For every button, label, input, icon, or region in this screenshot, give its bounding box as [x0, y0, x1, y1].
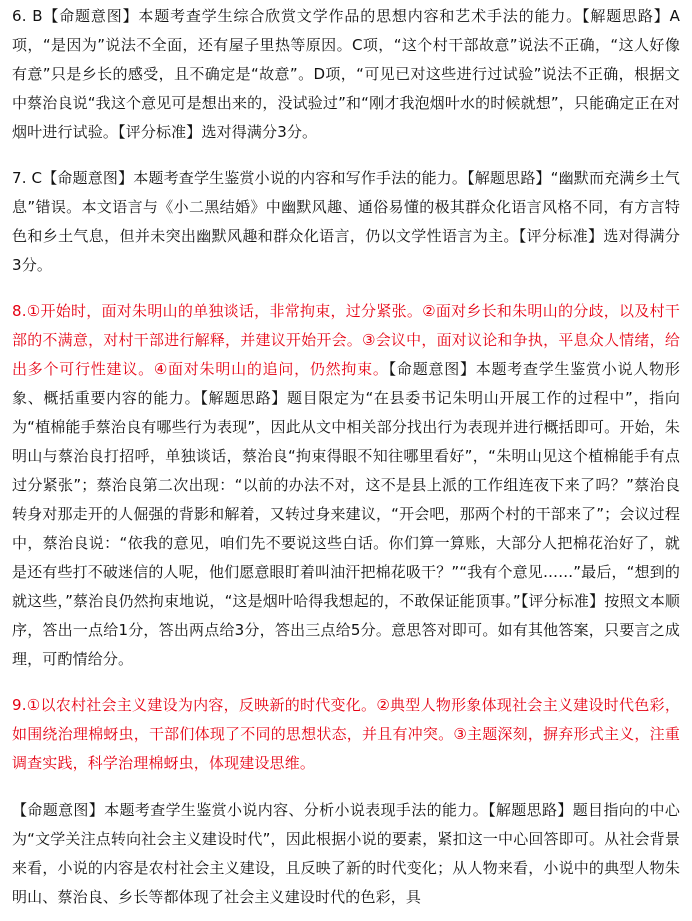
question-7-explanation: 7. C【命题意图】本题考查学生鉴赏小说的内容和写作手法的能力。【解题思路】“幽默而充满乡土气息”错误。本文语言与《小二黑结婚》中幽默风趣、通俗易懂的极其群众化语言风格不同，有方言特色和乡土气息，但并未突出幽默风趣和群众化语言，仍以文学性语言为主。【评分标准】选对得满分3分。 [12, 169, 680, 274]
question-9-answer [12, 691, 680, 778]
question-8-analysis: 【命题意图】本题考查学生鉴赏小说人物形象、概括重要内容的能力。【解题思路】题目限定为“在县委书记朱明山开展工作的过程中”，指向为“植棉能手蔡治良有哪些行为表现”，因此从文中相关部分找出行为表现并进行概括即可。开始，朱明山与蔡治良打招呼，单独谈话，蔡治良“拘束得眼不知往哪里看好”，“朱明山见这个植棉能手有点过分紧张”；蔡治良第二次出现：“以前的办法不对，这不是县上派的工作组连夜下来了吗？”蔡治良转身对那走开的人倔强的背影和解着，又转过身来建议，“开会吧，那两个村的干部来了”；会议过程中，蔡治良说：“依我的意见，咱们先不要说这些白话。你们算一算账，大部分人把棉花治好了，就是还有些打不破迷信的人呢，他们愿意眼盯着叫油汗把棉花吸干？”“我有个意见……”最后，“想到的就这些，”蔡治良仍然拘束地说，“这是烟叶哈得我想起的，不敢保证能顶事。”【评分标准】按照文本顺序，答出一点给1分，答出两点给3分，答出三点给5分。意思答对即可。如有其他答案，只要言之成理，可酌情给分。 [12, 360, 680, 668]
question-9-analysis: 【命题意图】本题考查学生鉴赏小说内容、分析小说表现手法的能力。【解题思路】题目指向的中心为“文学关注点转向社会主义建设时代”，因此根据小说的要素，紧扣这一中心回答即可。从社会背景来看，小说的内容是农村社会主义建设，且反映了新的时代变化；从人物来看，小说中的典型人物朱明山、蔡治良、乡长等都体现了社会主义建设时代的色彩，具 [12, 801, 680, 906]
question-8-answer: 8.①开始时，面对朱明山的单独谈话，非常拘束，过分紧张。②面对乡长和朱明山的分歧，以及村干部的不满意，对村干部进行解释，并建议开始开会。③会议中，面对议论和争执，平息众人情绪，给出多个可行性建议。④面对朱明山的追问，仍然拘束。 [12, 302, 680, 378]
question-8-block [12, 297, 680, 674]
question-9-answer-text: 9.①以农村社会主义建设为内容，反映新的时代变化。②典型人物形象体现社会主义建设时代色彩，如围绕治理棉蚜虫，干部们体现了不同的思想状态，并且有冲突。③主题深刻，摒弃形式主义，注重调查实践，科学治理棉蚜虫，体现建设思维。 [12, 696, 680, 772]
question-6-explanation: 6. B【命题意图】本题考查学生综合欣赏文学作品的思想内容和艺术手法的能力。【解题思路】A项，“是因为”说法不全面，还有屋子里热等原因。C项，“这个村干部故意”说法不正确，“这人好像有意”只是乡长的感受，且不确定是“故意”。D项，“可见已对这些进行过试验”说法不正确，根据文中蔡治良说“我这个意见可是想出来的，没试验过”和“刚才我泡烟叶水的时候就想”，只能确定正在对烟叶进行试验。【评分标准】选对得满分3分。 [12, 7, 680, 141]
